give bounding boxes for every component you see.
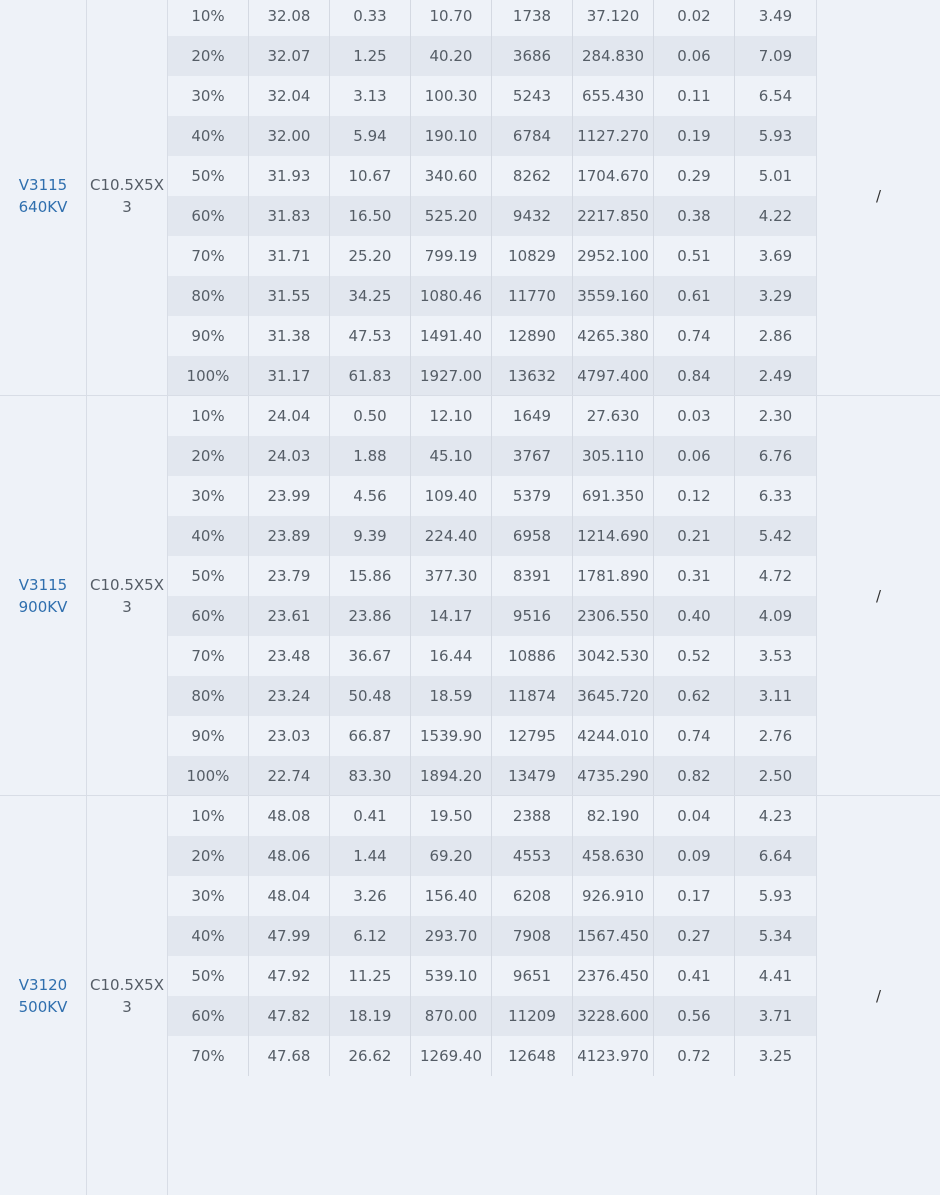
table-cell: 60%	[168, 596, 249, 636]
table-cell: 0.56	[654, 996, 735, 1036]
table-cell: 340.60	[411, 156, 492, 196]
table-cell: 539.10	[411, 956, 492, 996]
table-row	[168, 916, 816, 956]
table-cell: 34.25	[330, 276, 411, 316]
table-row	[168, 756, 816, 796]
table-cell: 40%	[168, 516, 249, 556]
table-cell: 25.20	[330, 236, 411, 276]
table-cell: 0.61	[654, 276, 735, 316]
table-cell: 655.430	[573, 76, 654, 116]
table-cell: 12.10	[411, 396, 492, 436]
table-cell: 3.29	[758, 287, 793, 305]
table-row	[168, 236, 816, 276]
table-cell: 47.68	[249, 1036, 330, 1076]
propeller-spec: C10.5X5X3	[90, 575, 164, 616]
table-cell: 1781.890	[573, 556, 654, 596]
table-cell: 4.72	[758, 567, 793, 585]
table-cell: 82.190	[573, 796, 654, 836]
model-name[interactable]: V3120 500KV	[18, 975, 68, 1016]
table-row	[168, 676, 816, 716]
table-cell: 1894.20	[411, 756, 492, 796]
table-cell: 2.49	[758, 367, 793, 385]
table-cell: 2.76	[758, 727, 793, 745]
table-cell: 1.25	[330, 36, 411, 76]
table-cell: 0.38	[654, 196, 735, 236]
table-cell: 0.84	[654, 356, 735, 396]
table-cell: 11209	[492, 996, 573, 1036]
table-row	[168, 316, 816, 356]
table-cell: 13479	[492, 756, 573, 796]
table-cell: 9432	[492, 196, 573, 236]
table-cell: 24.04	[249, 396, 330, 436]
table-cell: 224.40	[411, 516, 492, 556]
table-cell: 47.99	[249, 916, 330, 956]
table-cell: 12648	[492, 1036, 573, 1076]
table-cell: 0.12	[654, 476, 735, 516]
table-cell: 0.74	[654, 716, 735, 756]
table-cell: 2.50	[758, 767, 793, 785]
table-cell: 47.92	[249, 956, 330, 996]
table-cell: 1539.90	[411, 716, 492, 756]
table-cell: 0.17	[654, 876, 735, 916]
table-cell: 100%	[168, 356, 249, 396]
table-cell: 90%	[168, 316, 249, 356]
table-cell: 23.24	[249, 676, 330, 716]
table-cell: 0.06	[654, 436, 735, 476]
table-cell: 48.04	[249, 876, 330, 916]
table-cell: 4735.290	[573, 756, 654, 796]
table-cell: 3645.720	[573, 676, 654, 716]
table-cell: 3.26	[330, 876, 411, 916]
table-cell: 23.99	[249, 476, 330, 516]
table-cell: 0.04	[654, 796, 735, 836]
table-cell: 50%	[168, 556, 249, 596]
table-cell: 47.53	[330, 316, 411, 356]
table-cell: 3.49	[758, 7, 793, 25]
table-cell: 0.29	[654, 156, 735, 196]
table-cell: 2.86	[758, 327, 793, 345]
table-cell: 6958	[492, 516, 573, 556]
table-cell: 11.25	[330, 956, 411, 996]
table-cell: 31.55	[249, 276, 330, 316]
table-cell: 190.10	[411, 116, 492, 156]
table-row	[168, 516, 816, 556]
table-cell: 2952.100	[573, 236, 654, 276]
table-row	[168, 796, 816, 836]
table-row	[168, 436, 816, 476]
table-cell: 525.20	[411, 196, 492, 236]
table-cell: 32.04	[249, 76, 330, 116]
table-cell: 9.39	[330, 516, 411, 556]
table-cell: 1.88	[330, 436, 411, 476]
table-cell: 4265.380	[573, 316, 654, 356]
table-cell: 5379	[492, 476, 573, 516]
table-cell: 305.110	[573, 436, 654, 476]
table-cell: 0.52	[654, 636, 735, 676]
table-cell: 83.30	[330, 756, 411, 796]
table-cell: 691.350	[573, 476, 654, 516]
table-cell: 60%	[168, 196, 249, 236]
table-cell: 14.17	[411, 596, 492, 636]
propeller-spec: C10.5X5X3	[90, 975, 164, 1016]
propeller-spec: C10.5X5X3	[90, 175, 164, 216]
table-row	[168, 836, 816, 876]
table-cell: 0.62	[654, 676, 735, 716]
table-cell: 20%	[168, 436, 249, 476]
note-cell: /	[816, 0, 940, 395]
table-row	[168, 876, 816, 916]
table-cell: 3.71	[758, 1007, 793, 1025]
table-cell: 4797.400	[573, 356, 654, 396]
table-cell: 7908	[492, 916, 573, 956]
table-cell: 16.44	[411, 636, 492, 676]
table-cell: 3559.160	[573, 276, 654, 316]
table-row	[168, 476, 816, 516]
table-cell: 5.01	[758, 167, 793, 185]
table-cell: 10886	[492, 636, 573, 676]
table-cell: 156.40	[411, 876, 492, 916]
table-cell: 5.42	[758, 527, 793, 545]
table-cell: 31.83	[249, 196, 330, 236]
table-cell: 100.30	[411, 76, 492, 116]
table-cell: 69.20	[411, 836, 492, 876]
table-cell: 0.03	[654, 396, 735, 436]
table-cell: 19.50	[411, 796, 492, 836]
table-cell: 40.20	[411, 36, 492, 76]
table-cell: 37.120	[573, 0, 654, 36]
table-cell: 61.83	[330, 356, 411, 396]
table-cell: 5.94	[330, 116, 411, 156]
propeller-cell	[87, 396, 168, 795]
table-cell: 1738	[492, 0, 573, 36]
table-cell: 70%	[168, 236, 249, 276]
table-cell: 0.41	[654, 956, 735, 996]
table-cell: 3228.600	[573, 996, 654, 1036]
table-row	[168, 36, 816, 76]
table-cell: 11874	[492, 676, 573, 716]
table-cell: 0.51	[654, 236, 735, 276]
table-cell: 8262	[492, 156, 573, 196]
table-row	[168, 396, 816, 436]
table-cell: 0.50	[330, 396, 411, 436]
table-cell: 27.630	[573, 396, 654, 436]
table-row	[168, 956, 816, 996]
table-cell: 11770	[492, 276, 573, 316]
model-cell	[0, 0, 87, 395]
table-row	[168, 356, 816, 396]
table-cell: 18.59	[411, 676, 492, 716]
table-cell: 9651	[492, 956, 573, 996]
table-cell: 10%	[168, 396, 249, 436]
table-cell: 32.08	[249, 0, 330, 36]
table-cell: 6784	[492, 116, 573, 156]
table-cell: 10%	[168, 796, 249, 836]
table-cell: 1269.40	[411, 1036, 492, 1076]
table-cell: 5.93	[758, 887, 793, 905]
table-cell: 293.70	[411, 916, 492, 956]
table-cell: 7.09	[758, 47, 793, 65]
model-cell	[0, 796, 87, 1195]
table-row	[168, 1036, 816, 1076]
table-cell: 3.13	[330, 76, 411, 116]
model-cell	[0, 396, 87, 795]
table-cell: 30%	[168, 876, 249, 916]
table-cell: 31.17	[249, 356, 330, 396]
table-cell: 1567.450	[573, 916, 654, 956]
table-cell: 0.06	[654, 36, 735, 76]
table-cell: 3686	[492, 36, 573, 76]
table-cell: 3.25	[758, 1047, 793, 1065]
table-cell: 30%	[168, 76, 249, 116]
model-group	[0, 0, 940, 395]
table-cell: 10%	[168, 0, 249, 36]
table-cell: 66.87	[330, 716, 411, 756]
table-cell: 284.830	[573, 36, 654, 76]
table-cell: 18.19	[330, 996, 411, 1036]
table-cell: 6.33	[758, 487, 793, 505]
table-cell: 4.09	[758, 607, 793, 625]
table-cell: 23.03	[249, 716, 330, 756]
table-cell: 40%	[168, 916, 249, 956]
table-cell: 6.54	[758, 87, 793, 105]
table-cell: 47.82	[249, 996, 330, 1036]
table-cell: 32.00	[249, 116, 330, 156]
table-cell: 3.11	[758, 687, 793, 705]
table-cell: 5243	[492, 76, 573, 116]
table-row	[168, 596, 816, 636]
table-row	[168, 156, 816, 196]
table-cell: 0.82	[654, 756, 735, 796]
propeller-cell	[87, 0, 168, 395]
table-cell: 4.23	[758, 807, 793, 825]
table-cell: 5.34	[758, 927, 793, 945]
table-cell: 2376.450	[573, 956, 654, 996]
table-cell: 48.06	[249, 836, 330, 876]
table-cell: 1.44	[330, 836, 411, 876]
table-cell: 4553	[492, 836, 573, 876]
table-cell: 23.86	[330, 596, 411, 636]
table-cell: 4.56	[330, 476, 411, 516]
table-cell: 2306.550	[573, 596, 654, 636]
table-cell: 0.02	[654, 0, 735, 36]
table-cell: 22.74	[249, 756, 330, 796]
table-cell: 4244.010	[573, 716, 654, 756]
table-cell: 6.76	[758, 447, 793, 465]
table-cell: 50%	[168, 156, 249, 196]
table-cell: 1704.670	[573, 156, 654, 196]
table-cell: 0.31	[654, 556, 735, 596]
table-cell: 8391	[492, 556, 573, 596]
table-cell: 23.48	[249, 636, 330, 676]
table-cell: 15.86	[330, 556, 411, 596]
table-cell: 24.03	[249, 436, 330, 476]
table-row	[168, 116, 816, 156]
table-cell: 48.08	[249, 796, 330, 836]
table-row	[168, 0, 816, 36]
note-cell: /	[816, 796, 940, 1195]
table-cell: 12890	[492, 316, 573, 356]
table-cell: 23.89	[249, 516, 330, 556]
throttle-rows	[168, 796, 816, 1195]
table-row	[168, 716, 816, 756]
table-cell: 60%	[168, 996, 249, 1036]
table-cell: 26.62	[330, 1036, 411, 1076]
table-cell: 0.21	[654, 516, 735, 556]
table-cell: 2.30	[758, 407, 793, 425]
table-cell: 36.67	[330, 636, 411, 676]
table-cell: 4123.970	[573, 1036, 654, 1076]
table-cell: 10829	[492, 236, 573, 276]
table-cell: 16.50	[330, 196, 411, 236]
table-cell: 31.93	[249, 156, 330, 196]
table-cell: 3.53	[758, 647, 793, 665]
throttle-rows	[168, 396, 816, 795]
table-cell: 0.74	[654, 316, 735, 356]
model-name[interactable]: V3115 900KV	[18, 575, 68, 616]
table-cell: 1649	[492, 396, 573, 436]
table-cell: 10.70	[411, 0, 492, 36]
note-cell: /	[816, 396, 940, 795]
table-cell: 50.48	[330, 676, 411, 716]
table-cell: 100%	[168, 756, 249, 796]
table-cell: 90%	[168, 716, 249, 756]
table-cell: 3767	[492, 436, 573, 476]
table-row	[168, 276, 816, 316]
table-cell: 80%	[168, 276, 249, 316]
table-cell: 870.00	[411, 996, 492, 1036]
table-cell: 0.41	[330, 796, 411, 836]
table-cell: 1080.46	[411, 276, 492, 316]
table-cell: 32.07	[249, 36, 330, 76]
table-cell: 12795	[492, 716, 573, 756]
table-cell: 4.22	[758, 207, 793, 225]
table-cell: 458.630	[573, 836, 654, 876]
throttle-rows	[168, 0, 816, 395]
table-cell: 31.71	[249, 236, 330, 276]
table-cell: 1491.40	[411, 316, 492, 356]
table-cell: 10.67	[330, 156, 411, 196]
table-cell: 799.19	[411, 236, 492, 276]
table-cell: 1927.00	[411, 356, 492, 396]
table-cell: 6208	[492, 876, 573, 916]
table-cell: 0.72	[654, 1036, 735, 1076]
model-group	[0, 395, 940, 795]
table-cell: 23.79	[249, 556, 330, 596]
table-row	[168, 996, 816, 1036]
model-name[interactable]: V3115 640KV	[18, 175, 68, 216]
table-cell: 0.09	[654, 836, 735, 876]
table-row	[168, 556, 816, 596]
table-cell: 3.69	[758, 247, 793, 265]
table-cell: 9516	[492, 596, 573, 636]
table-cell: 5.93	[758, 127, 793, 145]
table-cell: 1214.690	[573, 516, 654, 556]
table-cell: 0.19	[654, 116, 735, 156]
table-row	[168, 76, 816, 116]
table-cell: 2217.850	[573, 196, 654, 236]
table-cell: 926.910	[573, 876, 654, 916]
table-cell: 13632	[492, 356, 573, 396]
table-cell: 3042.530	[573, 636, 654, 676]
table-cell: 0.27	[654, 916, 735, 956]
table-cell: 4.41	[758, 967, 793, 985]
table-cell: 20%	[168, 836, 249, 876]
table-cell: 23.61	[249, 596, 330, 636]
table-cell: 31.38	[249, 316, 330, 356]
table-cell: 377.30	[411, 556, 492, 596]
table-cell: 50%	[168, 956, 249, 996]
table-cell: 6.12	[330, 916, 411, 956]
table-cell: 0.11	[654, 76, 735, 116]
table-cell: 40%	[168, 116, 249, 156]
table-cell: 30%	[168, 476, 249, 516]
table-cell: 2388	[492, 796, 573, 836]
table-cell: 6.64	[758, 847, 793, 865]
table-cell: 1127.270	[573, 116, 654, 156]
table-cell: 45.10	[411, 436, 492, 476]
table-cell: 20%	[168, 36, 249, 76]
table-cell: 109.40	[411, 476, 492, 516]
table-cell: 0.40	[654, 596, 735, 636]
table-cell: 80%	[168, 676, 249, 716]
table-cell: 0.33	[330, 0, 411, 36]
propeller-cell	[87, 796, 168, 1195]
table-cell: 70%	[168, 1036, 249, 1076]
table-cell: 70%	[168, 636, 249, 676]
model-group	[0, 795, 940, 1195]
table-row	[168, 196, 816, 236]
table-row	[168, 636, 816, 676]
